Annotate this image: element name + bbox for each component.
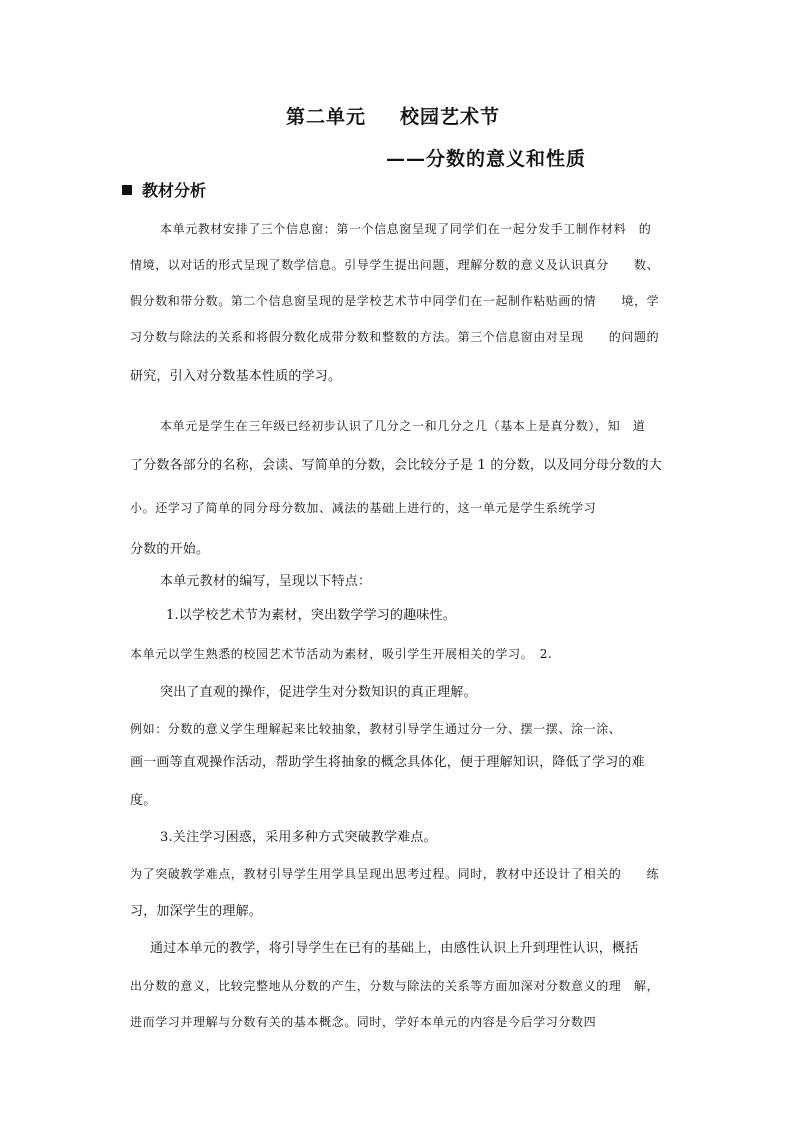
conclusion-line-3: 进而学习并理解与分数有关的基本概念。同时，学好本单元的内容是今后学习分数四 [130, 1015, 597, 1029]
conclusion-line-2: 出分数的意义，比较完整地从分数的产生，分数与除法的关系等方面加深对分数意义的理 解， [130, 979, 660, 993]
conclusion-line-1: 通过本单元的教学，将引导学生在已有的基础上，由感性认识上升到理性认识，概括 [150, 941, 639, 956]
page-subtitle: ——分数的意义和性质 [386, 148, 587, 170]
feature-2-title: 突出了直观的操作，促进学生对分数知识的真正理解。 [160, 685, 477, 700]
feature-3-title: 3.关注学习困惑，采用多种方式突破教学难点。 [160, 830, 437, 845]
p2-line-1: 本单元是学生在三年级已经初步认识了几分之一和几分之几（基本上是真分数），知 道 [160, 419, 646, 433]
feature-1-body: 本单元以学生熟悉的校园艺术节活动为素材，吸引学生开展相关的学习。 2. [130, 647, 553, 661]
section-heading [122, 180, 206, 202]
title-topic: 校园艺术节 [400, 106, 501, 128]
page-title [286, 105, 500, 129]
feature-2-line-3: 度。 [130, 793, 157, 808]
feature-2-line-2: 画一画等直观操作活动，帮助学生将抽象的概念具体化，便于理解知识，降低了学习的难 [130, 755, 645, 770]
p1-line-2: 情境，以对话的形式呈现了数学信息。引导学生提出问题，理解分数的意义及认识真分 数、 [130, 258, 660, 272]
p2-line-4: 分数的开始。 [130, 542, 210, 557]
p1-line-3: 假分数和带分数。第二个信息窗呈现的是学校艺术节中同学们在一起制作粘贴画的情 境，学 [130, 294, 660, 308]
features-intro: 本单元教材的编写，呈现以下特点： [160, 574, 372, 589]
section-heading-label: 教材分析 [142, 181, 207, 200]
feature-1-title: 1.以学校艺术节为素材，突出数学学习的趣味性。 [166, 608, 457, 623]
p2-line-3: 小。还学习了简单的同分母分数加、减法的基础上进行的，这一单元是学生系统学习 [130, 501, 597, 515]
p1-line-4: 习分数与除法的关系和将假分数化成带分数和整数的方法。第三个信息窗由对呈现 的问题的 [130, 330, 660, 344]
square-bullet-icon [122, 185, 132, 195]
feature-3-line-2: 习，加深学生的理解。 [130, 904, 263, 919]
title-unit: 第二单元 [286, 106, 367, 128]
p1-line-1: 本单元教材安排了三个信息窗：第一个信息窗呈现了同学们在一起分发手工制作材料 的 [160, 222, 652, 236]
feature-3-line-1: 为了突破教学难点，教材引导学生用学具呈现出思考过程。同时，教材中还设计了相关的 练 [130, 867, 660, 881]
p2-line-2: 了分数各部分的名称，会读、写简单的分数，会比较分子是 1 的分数，以及同分母分数的大 [130, 458, 662, 473]
p1-line-5: 研究，引入对分数基本性质的学习。 [130, 369, 342, 384]
feature-2-line-1: 例如：分数的意义学生理解起来比较抽象，教材引导学生通过分一分、摆一摆、涂一涂、 [130, 722, 622, 736]
